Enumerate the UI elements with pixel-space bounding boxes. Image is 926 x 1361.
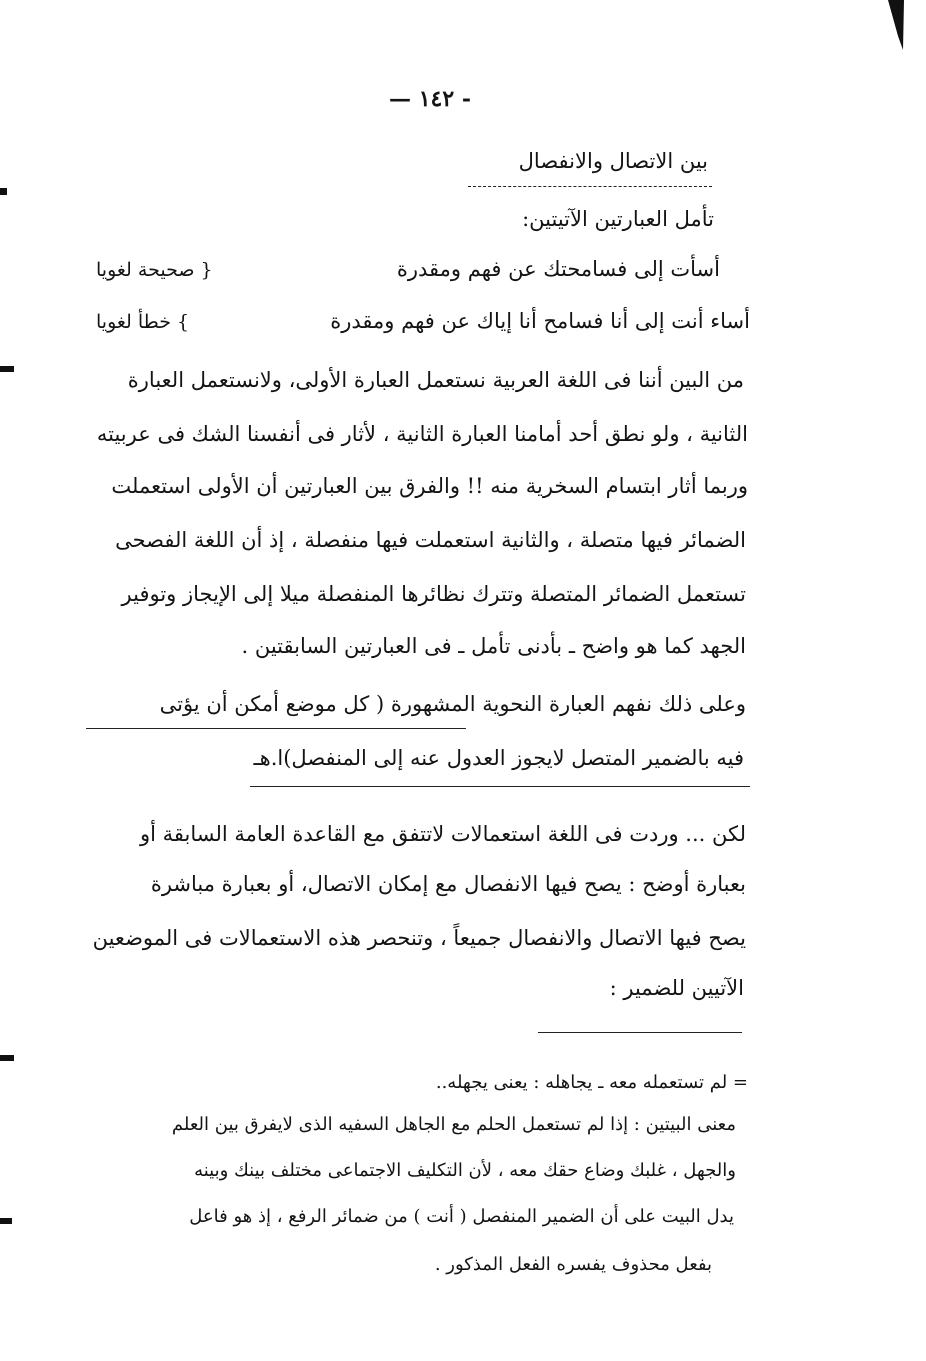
footnote-line: يدل البيت على أن الضمير المنفصل ( أنت ) من ضمائر الرفع ، إذ هو فاعل — [189, 1206, 734, 1227]
paragraph-line: الآتيين للضمير : — [609, 976, 744, 1000]
footnote-line: والجهل ، غلبك وضاع حقك معه ، لأن التكليف الاجتماعى مختلف بينك وبينه — [194, 1160, 736, 1181]
paragraph-line: يصح فيها الاتصال والانفصال جميعاً ، وتنحصر هذه الاستعمالات فى الموضعين — [92, 926, 746, 950]
footnote-line: معنى البيتين : إذا لم تستعمل الحلم مع الجاهل السفيه الذى لايفرق بين العلم — [171, 1114, 736, 1135]
paragraph-line: الضمائر فيها متصلة ، والثانية استعملت فيها منفصلة ، إذ أن اللغة الفصحى — [115, 528, 746, 552]
scan-dot-mark — [0, 1218, 12, 1224]
example-verdict-wrong: } خطأ لغويا — [96, 311, 190, 333]
scan-edge-mark — [888, 0, 904, 50]
paragraph-line: تستعمل الضمائر المتصلة وتترك نظائرها المنفصلة ميلا إلى الإيجاز وتوفير — [121, 582, 746, 606]
paragraph-line: وربما أثار ابتسام السخرية منه !! والفرق بين العبارتين أن الأولى استعملت — [111, 474, 748, 498]
example-sentence-wrong: أساء أنت إلى أنا فسامح أنا إياك عن فهم ومقدرة — [330, 309, 750, 333]
scan-dot-mark — [0, 188, 7, 195]
rule-line: فيه بالضمير المتصل لايجوز العدول عنه إلى المنفصل)ا.هـ — [253, 746, 744, 770]
paragraph-line: لكن ... وردت فى اللغة استعمالات لاتتفق مع القاعدة العامة السابقة أو — [139, 822, 746, 846]
scan-dot-mark — [0, 366, 14, 372]
footnote-separator — [538, 1032, 742, 1033]
rule-line: وعلى ذلك نفهم العبارة النحوية المشهورة ( كل موضع أمكن أن يؤتى — [159, 692, 746, 716]
paragraph-line: الثانية ، ولو نطق أحد أمامنا العبارة الثانية ، لأثار فى أنفسنا الشك فى عربيته — [96, 422, 748, 446]
rule-underline — [86, 728, 466, 729]
page-number: — ١٤٢ - — [389, 86, 471, 112]
footnote-line: = لم تستعمله معه ـ يجاهله : يعنى يجهله.. — [435, 1072, 748, 1093]
rule-underline — [250, 786, 750, 787]
paragraph-line: بعبارة أوضح : يصح فيها الانفصال مع إمكان الاتصال، أو بعبارة مباشرة — [150, 872, 746, 896]
intro-line: تأمل العبارتين الآتيتين: — [522, 207, 714, 231]
footnote-line: بفعل محذوف يفسره الفعل المذكور . — [434, 1254, 712, 1275]
example-sentence-correct: أسأت إلى فسامحتك عن فهم ومقدرة — [396, 257, 720, 281]
paragraph-line: من البين أننا فى اللغة العربية نستعمل العبارة الأولى، ولانستعمل العبارة — [127, 368, 744, 392]
heading-underline — [468, 186, 712, 187]
scan-dot-mark — [0, 1055, 14, 1061]
example-verdict-correct: { صحيحة لغويا — [96, 259, 213, 281]
paragraph-line: الجهد كما هو واضح ـ بأدنى تأمل ـ فى العبارتين السابقتين . — [241, 634, 746, 658]
section-heading: بين الاتصال والانفصال — [518, 149, 708, 173]
